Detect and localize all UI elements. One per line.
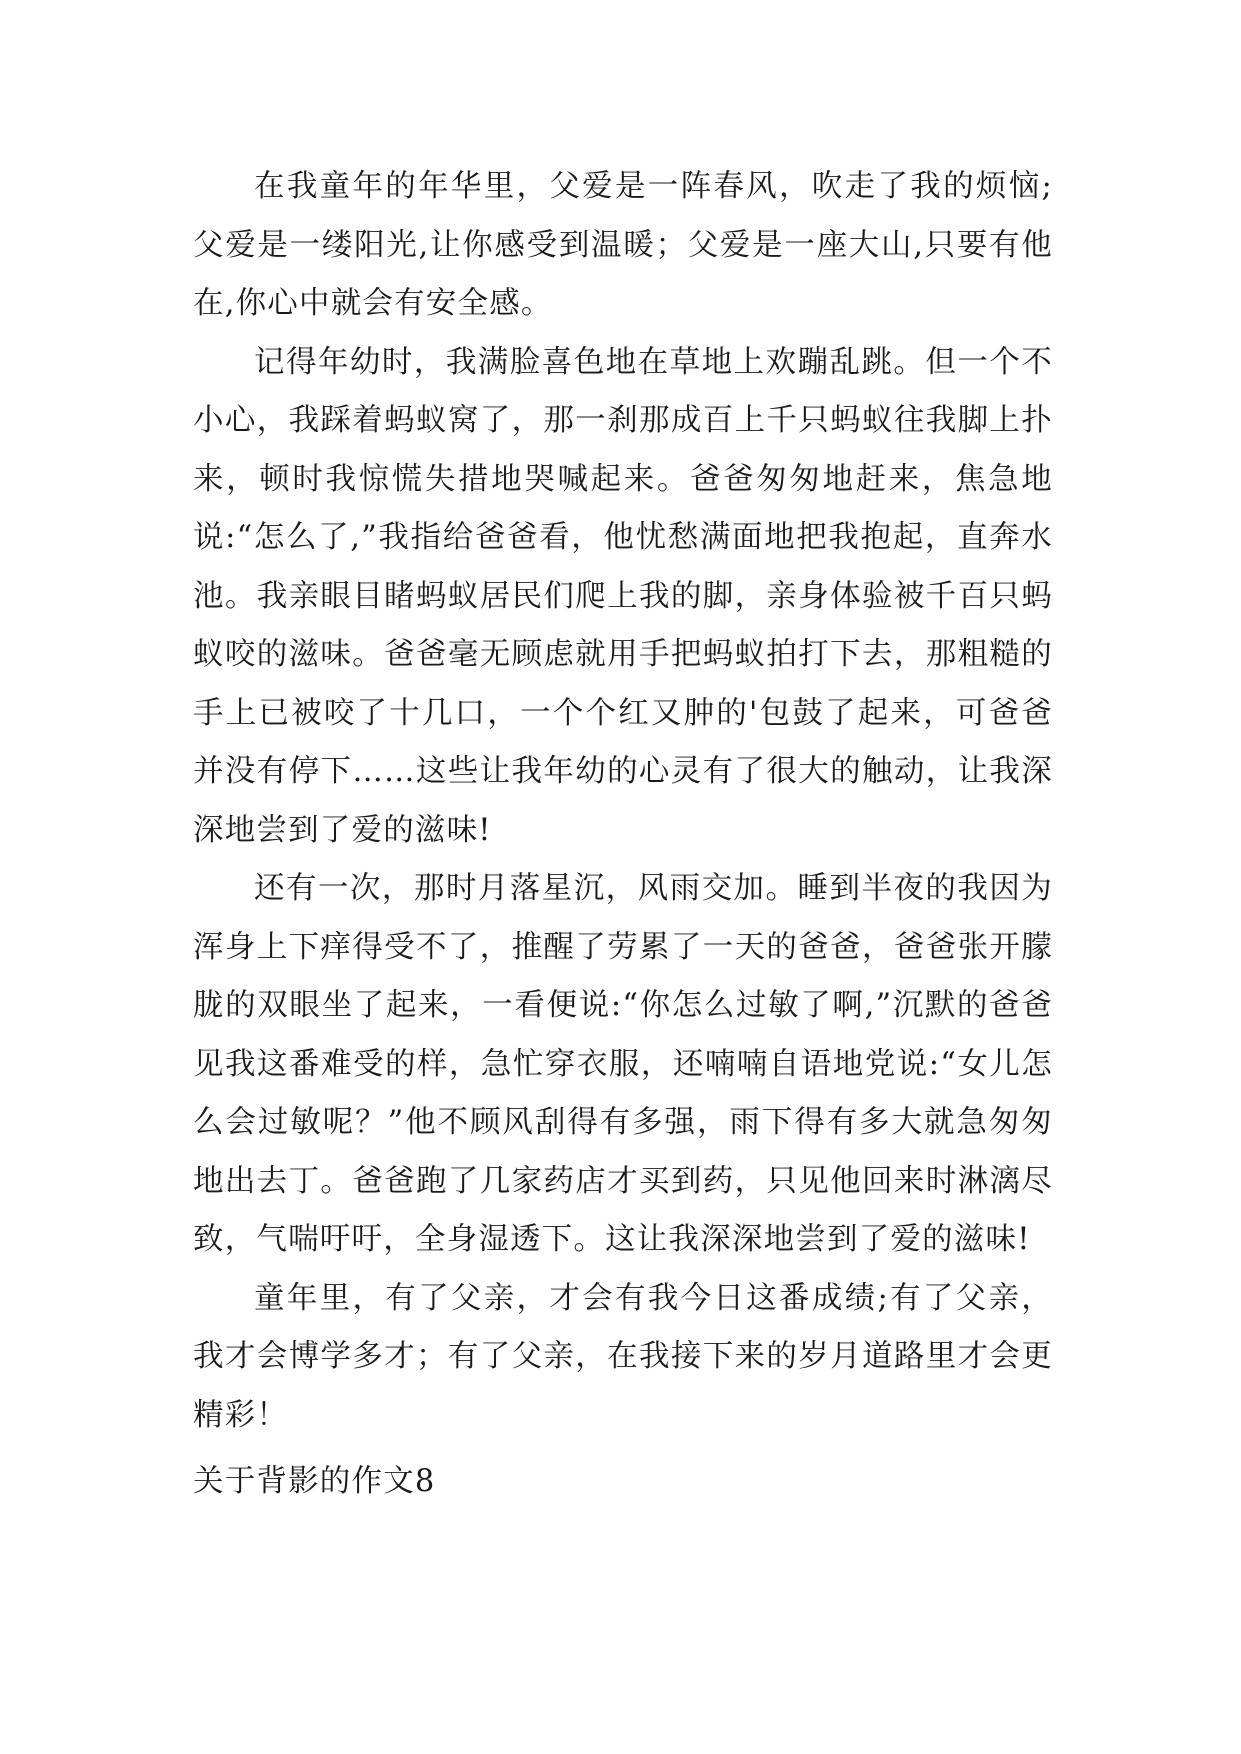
paragraph-4: 童年里，有了父亲，才会有我今日这番成绩;有了父亲，我才会博学多才；有了父亲，在我接下来的岁月道路里才会更精彩！	[193, 1280, 1053, 1433]
paragraph-2: 记得年幼时，我满脸喜色地在草地上欢蹦乱跳。但一个不小心，我踩着蚂蚁窝了，那一刹那成百上千只蚂蚁往我脚上扑来，顿时我惊慌失措地哭喊起来。爸爸匆匆地赶来，焦急地说:“怎么了,”我指给爸爸看，他忧愁满面地把我抱起，直奔水池。我亲眼目睹蚂蚁居民们爬上我的脚，亲身体验被千百只蚂蚁咬的滋味。爸爸毫无顾虑就用手把蚂蚁拍打下去，那粗糙的手上已被咬了十几口，一个个红又肿的'包鼓了起来，可爸爸并没有停下……这些让我年幼的心灵有了很大的触动，让我深深地尝到了爱的滋味!	[193, 344, 1053, 848]
paragraph-1: 在我童年的年华里，父爱是一阵春风，吹走了我的烦恼;父爱是一缕阳光,让你感受到温暖；父爱是一座大山,只要有他在,你心中就会有安全感。	[193, 169, 1053, 321]
paragraph-3: 还有一次，那时月落星沉，风雨交加。睡到半夜的我因为浑身上下痒得受不了，推醒了劳累了一天的爸爸，爸爸张开朦胧的双眼坐了起来，一看便说:“你怎么过敏了啊,”沉默的爸爸见我这番难受的样，急忙穿衣服，还喃喃自语地党说:“女儿怎么会过敏呢？”他不顾风刮得有多强，雨下得有多大就急匆匆地出去丁。爸爸跑了几家药店才买到药，只见他回来时淋漓尽致，气喘吁吁，全身湿透下。这让我深深地尝到了爱的滋味!	[193, 871, 1053, 1257]
document-body	[193, 158, 1053, 1512]
section-heading: 关于背影的作文8	[193, 1464, 436, 1499]
